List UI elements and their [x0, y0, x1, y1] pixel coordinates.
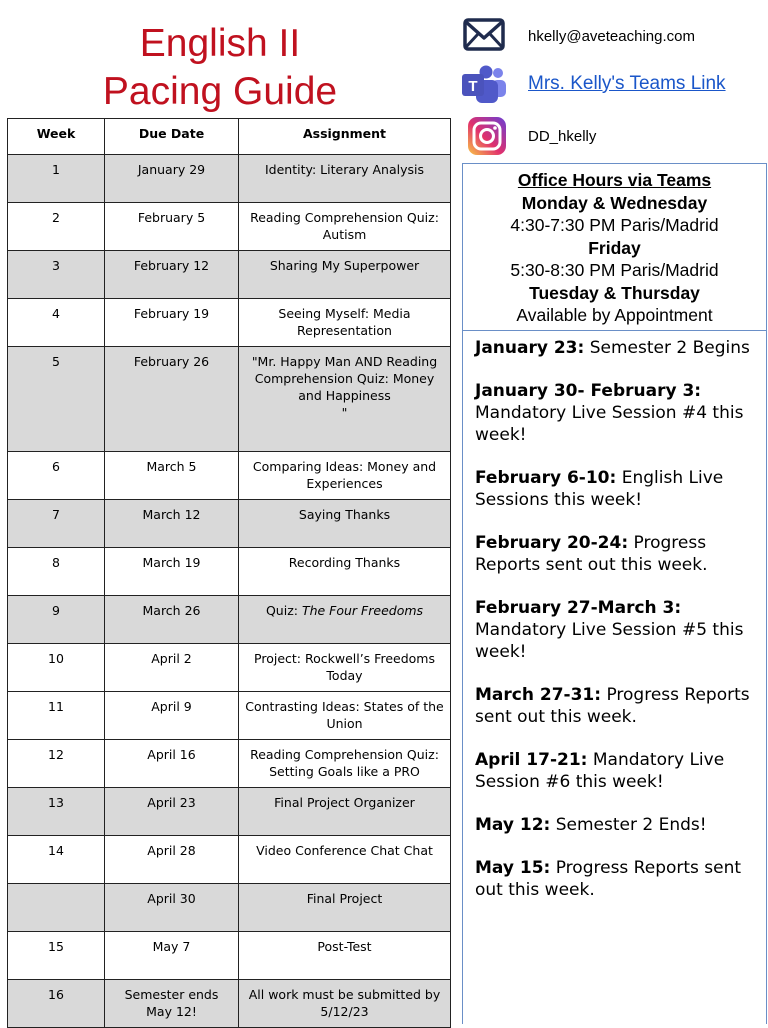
assignment-cell: Identity: Literary Analysis [239, 155, 451, 203]
table-row [8, 644, 451, 692]
week-cell: 6 [8, 452, 105, 500]
table-row [8, 500, 451, 548]
table-row [8, 452, 451, 500]
table-row [8, 980, 451, 1028]
assignment-cell [239, 596, 451, 644]
due-date-cell: March 19 [105, 548, 239, 596]
office-days-2: Friday [588, 237, 641, 258]
table-row [8, 692, 451, 740]
due-date-cell: February 12 [105, 251, 239, 299]
list-item [475, 749, 766, 793]
office-time-2: 5:30-8:30 PM Paris/Madrid [510, 260, 719, 280]
event-date: May 15: [475, 858, 551, 878]
list-item [475, 857, 766, 901]
event-date: March 27-31: [475, 685, 602, 705]
week-cell: 13 [8, 788, 105, 836]
assignment-italic-title: The Four Freedoms [301, 603, 424, 618]
week-cell: 14 [8, 836, 105, 884]
event-date: February 6-10: [475, 468, 617, 488]
due-date-cell: March 26 [105, 596, 239, 644]
week-cell: 16 [8, 980, 105, 1028]
event-text: Mandatory Live Session #6 this week! [475, 750, 725, 792]
list-item [475, 532, 766, 576]
week-cell: 12 [8, 740, 105, 788]
due-date-cell: February 26 [105, 347, 239, 452]
assignment-cell: Project: Rockwell’s Freedoms Today [239, 644, 451, 692]
table-row [8, 740, 451, 788]
table-row [8, 347, 451, 452]
table-row [8, 788, 451, 836]
instagram-icon [462, 115, 506, 155]
table-row [8, 884, 451, 932]
list-item [475, 814, 766, 836]
table-row [8, 596, 451, 644]
week-cell: 4 [8, 299, 105, 347]
office-time-1: 4:30-7:30 PM Paris/Madrid [510, 215, 719, 235]
due-date-cell: March 12 [105, 500, 239, 548]
assignment-cell: All work must be submitted by 5/12/23 [239, 980, 451, 1028]
week-cell [8, 884, 105, 932]
due-date-cell: February 5 [105, 203, 239, 251]
week-cell: 2 [8, 203, 105, 251]
assignment-cell: Reading Comprehension Quiz: Setting Goals like a PRO [239, 740, 451, 788]
week-cell: 10 [8, 644, 105, 692]
due-date-cell: April 23 [105, 788, 239, 836]
event-text: Mandatory Live Session #5 this week! [475, 620, 744, 662]
office-time-3: Available by Appointment [516, 305, 713, 325]
table-row [8, 251, 451, 299]
important-dates-list [462, 331, 767, 1024]
assignment-cell: Final Project [239, 884, 451, 932]
due-date-cell: January 29 [105, 155, 239, 203]
table-row [8, 155, 451, 203]
event-date: January 30- February 3: [475, 381, 702, 401]
header-due-date: Due Date [105, 119, 239, 155]
week-cell: 7 [8, 500, 105, 548]
assignment-cell: Video Conference Chat Chat [239, 836, 451, 884]
event-date: February 20-24: [475, 533, 629, 553]
event-date: February 27-March 3: [475, 598, 682, 618]
title-line-1: English II [139, 22, 301, 65]
week-cell: 11 [8, 692, 105, 740]
event-text: Semester 2 Ends! [550, 815, 707, 835]
due-date-cell: April 16 [105, 740, 239, 788]
title-line-2: Pacing Guide [102, 70, 338, 113]
due-date-cell: May 7 [105, 932, 239, 980]
week-cell: 1 [8, 155, 105, 203]
list-item [475, 467, 766, 511]
week-cell: 8 [8, 548, 105, 596]
header-week: Week [8, 119, 105, 155]
email-text: hkelly@aveteaching.com [528, 28, 695, 45]
teams-link[interactable]: Mrs. Kelly's Teams Link [528, 73, 726, 94]
teams-icon [462, 65, 506, 105]
office-hours-heading: Office Hours via Teams [517, 170, 712, 190]
due-date-cell: February 19 [105, 299, 239, 347]
instagram-handle: DD_hkelly [528, 128, 597, 145]
assignment-prefix: Quiz: [265, 603, 302, 618]
table-header-row [8, 119, 451, 155]
list-item [475, 337, 766, 359]
svg-text:T: T [468, 78, 478, 95]
event-text: Progress Reports sent out this week. [475, 685, 750, 727]
due-date-cell: March 5 [105, 452, 239, 500]
due-date-cell: April 30 [105, 884, 239, 932]
event-date: May 12: [475, 815, 551, 835]
assignment-cell: Reading Comprehension Quiz: Autism [239, 203, 451, 251]
assignment-cell: Sharing My Superpower [239, 251, 451, 299]
office-hours-box [462, 163, 767, 331]
assignment-cell: Saying Thanks [239, 500, 451, 548]
assignment-cell: Post-Test [239, 932, 451, 980]
assignment-cell: Comparing Ideas: Money and Experiences [239, 452, 451, 500]
event-text: Mandatory Live Session #4 this week! [475, 403, 744, 445]
assignment-cell: Contrasting Ideas: States of the Union [239, 692, 451, 740]
table-row [8, 299, 451, 347]
event-text: Progress Reports sent out this week. [475, 533, 708, 575]
event-date: April 17-21: [475, 750, 588, 770]
pacing-table [7, 118, 451, 1028]
table-row [8, 548, 451, 596]
assignment-cell: Seeing Myself: Media Representation [239, 299, 451, 347]
due-date-cell: April 2 [105, 644, 239, 692]
assignment-cell: Final Project Organizer [239, 788, 451, 836]
event-text: Progress Reports sent out this week. [475, 858, 742, 900]
event-text: Semester 2 Begins [584, 338, 750, 358]
week-cell: 3 [8, 251, 105, 299]
assignment-cell: "Mr. Happy Man AND Reading Comprehension Quiz: Money and Happiness " [239, 347, 451, 452]
event-text: English Live Sessions this week! [475, 468, 724, 510]
assignment-cell: Recording Thanks [239, 548, 451, 596]
envelope-icon [462, 17, 506, 57]
office-days-1: Monday & Wednesday [521, 192, 708, 213]
week-cell: 15 [8, 932, 105, 980]
header-assignment: Assignment [239, 119, 451, 155]
table-row [8, 203, 451, 251]
event-date: January 23: [475, 338, 585, 358]
page-title [70, 20, 370, 116]
due-date-cell: April 28 [105, 836, 239, 884]
due-date-cell: Semester ends May 12! [105, 980, 239, 1028]
week-cell: 5 [8, 347, 105, 452]
week-cell: 9 [8, 596, 105, 644]
due-date-cell: April 9 [105, 692, 239, 740]
table-row [8, 932, 451, 980]
list-item [475, 597, 766, 663]
list-item [475, 684, 766, 728]
list-item [475, 380, 766, 446]
office-days-3: Tuesday & Thursday [529, 282, 700, 303]
table-row [8, 836, 451, 884]
